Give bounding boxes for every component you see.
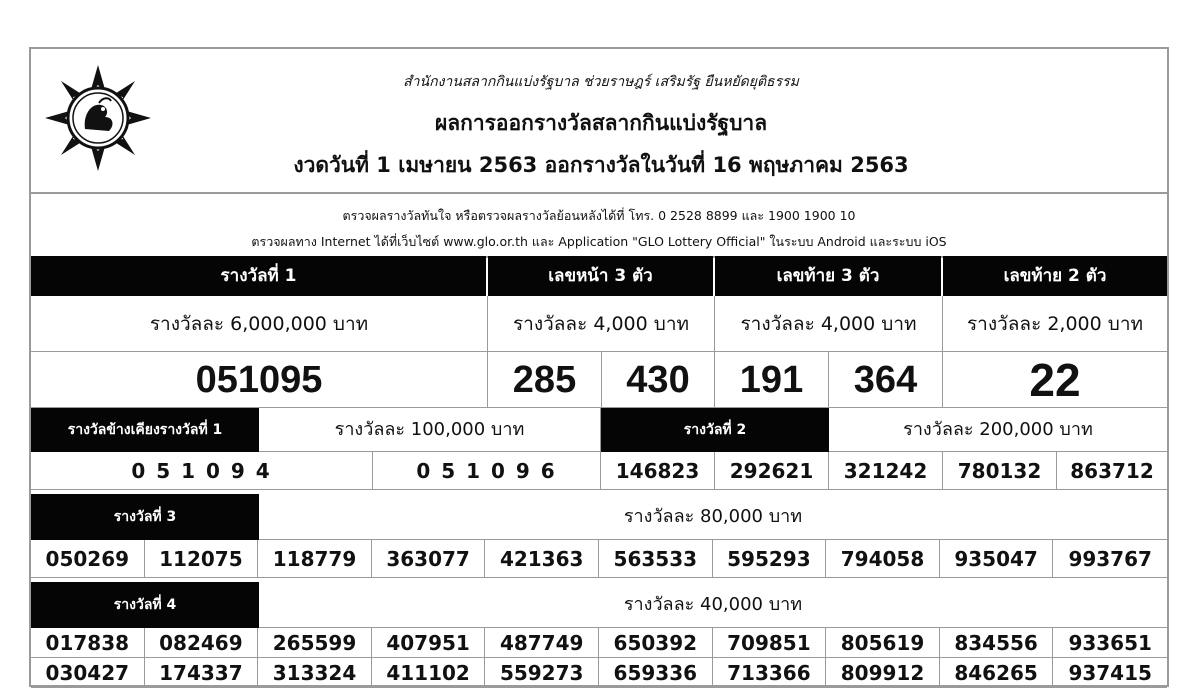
fourth-prize-number: 805619 <box>826 628 940 658</box>
near-first-number: 0 5 1 0 9 6 <box>373 452 601 490</box>
third-prize-number: 363077 <box>372 540 486 578</box>
fourth-prize-number: 846265 <box>940 658 1054 688</box>
third-prize-number: 794058 <box>826 540 940 578</box>
fourth-prize-number: 313324 <box>258 658 372 688</box>
last2-number: 22 <box>943 352 1167 408</box>
near-first-number: 0 5 1 0 9 4 <box>31 452 373 490</box>
fourth-prize-number: 709851 <box>713 628 827 658</box>
fourth-prize-number: 017838 <box>31 628 145 658</box>
last3-number: 364 <box>829 352 943 408</box>
fourth-prize-number: 933651 <box>1053 628 1167 658</box>
third-prize-number: 050269 <box>31 540 145 578</box>
page-title: ผลการออกรางวัลสลากกินแบ่งรัฐบาล <box>434 111 768 135</box>
first-prize-header: รางวัลที่ 1 <box>31 256 486 296</box>
fourth-prize-number: 082469 <box>145 628 259 658</box>
info-section <box>31 194 1167 258</box>
lottery-results-sheet <box>29 47 1169 687</box>
front3-number: 430 <box>602 352 715 408</box>
fourth-prize-number: 174337 <box>145 658 259 688</box>
third-prize-number: 935047 <box>940 540 1054 578</box>
third-prize-number: 118779 <box>258 540 372 578</box>
fourth-prize-number: 487749 <box>485 628 599 658</box>
near-first-amount: รางวัลละ 100,000 บาท <box>259 408 601 452</box>
third-prize-number: 595293 <box>713 540 827 578</box>
second-prize-number: 292621 <box>715 452 829 490</box>
fourth-prize-number: 713366 <box>713 658 827 688</box>
fourth-prize-number: 559273 <box>485 658 599 688</box>
info-line-phone: ตรวจผลรางวัลทันใจ หรือตรวจผลรางวัลย้อนหลังได้ที่ โทร. 0 2528 8899 และ 1900 1900 10 <box>342 208 856 223</box>
last2-header: เลขท้าย 2 ตัว <box>943 256 1167 296</box>
fourth-prize-number: 411102 <box>372 658 486 688</box>
last3-amount: รางวัลละ 4,000 บาท <box>715 296 943 352</box>
fourth-prize-number: 809912 <box>826 658 940 688</box>
second-prize-number: 146823 <box>601 452 715 490</box>
info-line-internet: ตรวจผลทาง Internet ได้ที่เว็บไซต์ www.glo.or.th และ Application "GLO Lottery Official" ในระบบ Android และระบบ iOS <box>251 234 947 249</box>
fourth-prize-number: 650392 <box>599 628 713 658</box>
third-prize-number: 993767 <box>1053 540 1167 578</box>
fourth-prize-header: รางวัลที่ 4 <box>31 582 259 628</box>
fourth-prize-number: 265599 <box>258 628 372 658</box>
last3-number: 191 <box>715 352 829 408</box>
second-prize-amount: รางวัลละ 200,000 บาท <box>829 408 1167 452</box>
second-prize-header: รางวัลที่ 2 <box>601 408 829 452</box>
third-prize-number: 563533 <box>599 540 713 578</box>
header <box>31 49 1167 194</box>
third-prize-number: 421363 <box>485 540 599 578</box>
first-prize-number: 051095 <box>31 352 488 408</box>
third-prize-header: รางวัลที่ 3 <box>31 494 259 540</box>
fourth-prize-number: 937415 <box>1053 658 1167 688</box>
second-prize-number: 780132 <box>943 452 1057 490</box>
front3-header: เลขหน้า 3 ตัว <box>488 256 713 296</box>
glo-emblem-icon <box>43 63 153 173</box>
slogan: สำนักงานสลากกินแบ่งรัฐบาล ช่วยราษฎร์ เสริมรัฐ ยืนหยัดยุติธรรม <box>403 74 799 90</box>
draw-date: งวดวันที่ 1 เมษายน 2563 ออกรางวัลในวันที่ 16 พฤษภาคม 2563 <box>293 153 909 177</box>
front3-amount: รางวัลละ 4,000 บาท <box>488 296 715 352</box>
second-prize-number: 863712 <box>1057 452 1167 490</box>
third-prize-number: 112075 <box>145 540 259 578</box>
first-prize-amount: รางวัลละ 6,000,000 บาท <box>31 296 488 352</box>
front3-number: 285 <box>488 352 602 408</box>
last3-header: เลขท้าย 3 ตัว <box>715 256 941 296</box>
near-first-header: รางวัลข้างเคียงรางวัลที่ 1 <box>31 408 259 452</box>
fourth-prize-number: 659336 <box>599 658 713 688</box>
fourth-prize-number: 834556 <box>940 628 1054 658</box>
second-prize-number: 321242 <box>829 452 943 490</box>
third-prize-amount: รางวัลละ 80,000 บาท <box>259 494 1167 540</box>
fourth-prize-number: 407951 <box>372 628 486 658</box>
fourth-prize-number: 030427 <box>31 658 145 688</box>
fourth-prize-amount: รางวัลละ 40,000 บาท <box>259 582 1167 628</box>
last2-amount: รางวัลละ 2,000 บาท <box>943 296 1167 352</box>
